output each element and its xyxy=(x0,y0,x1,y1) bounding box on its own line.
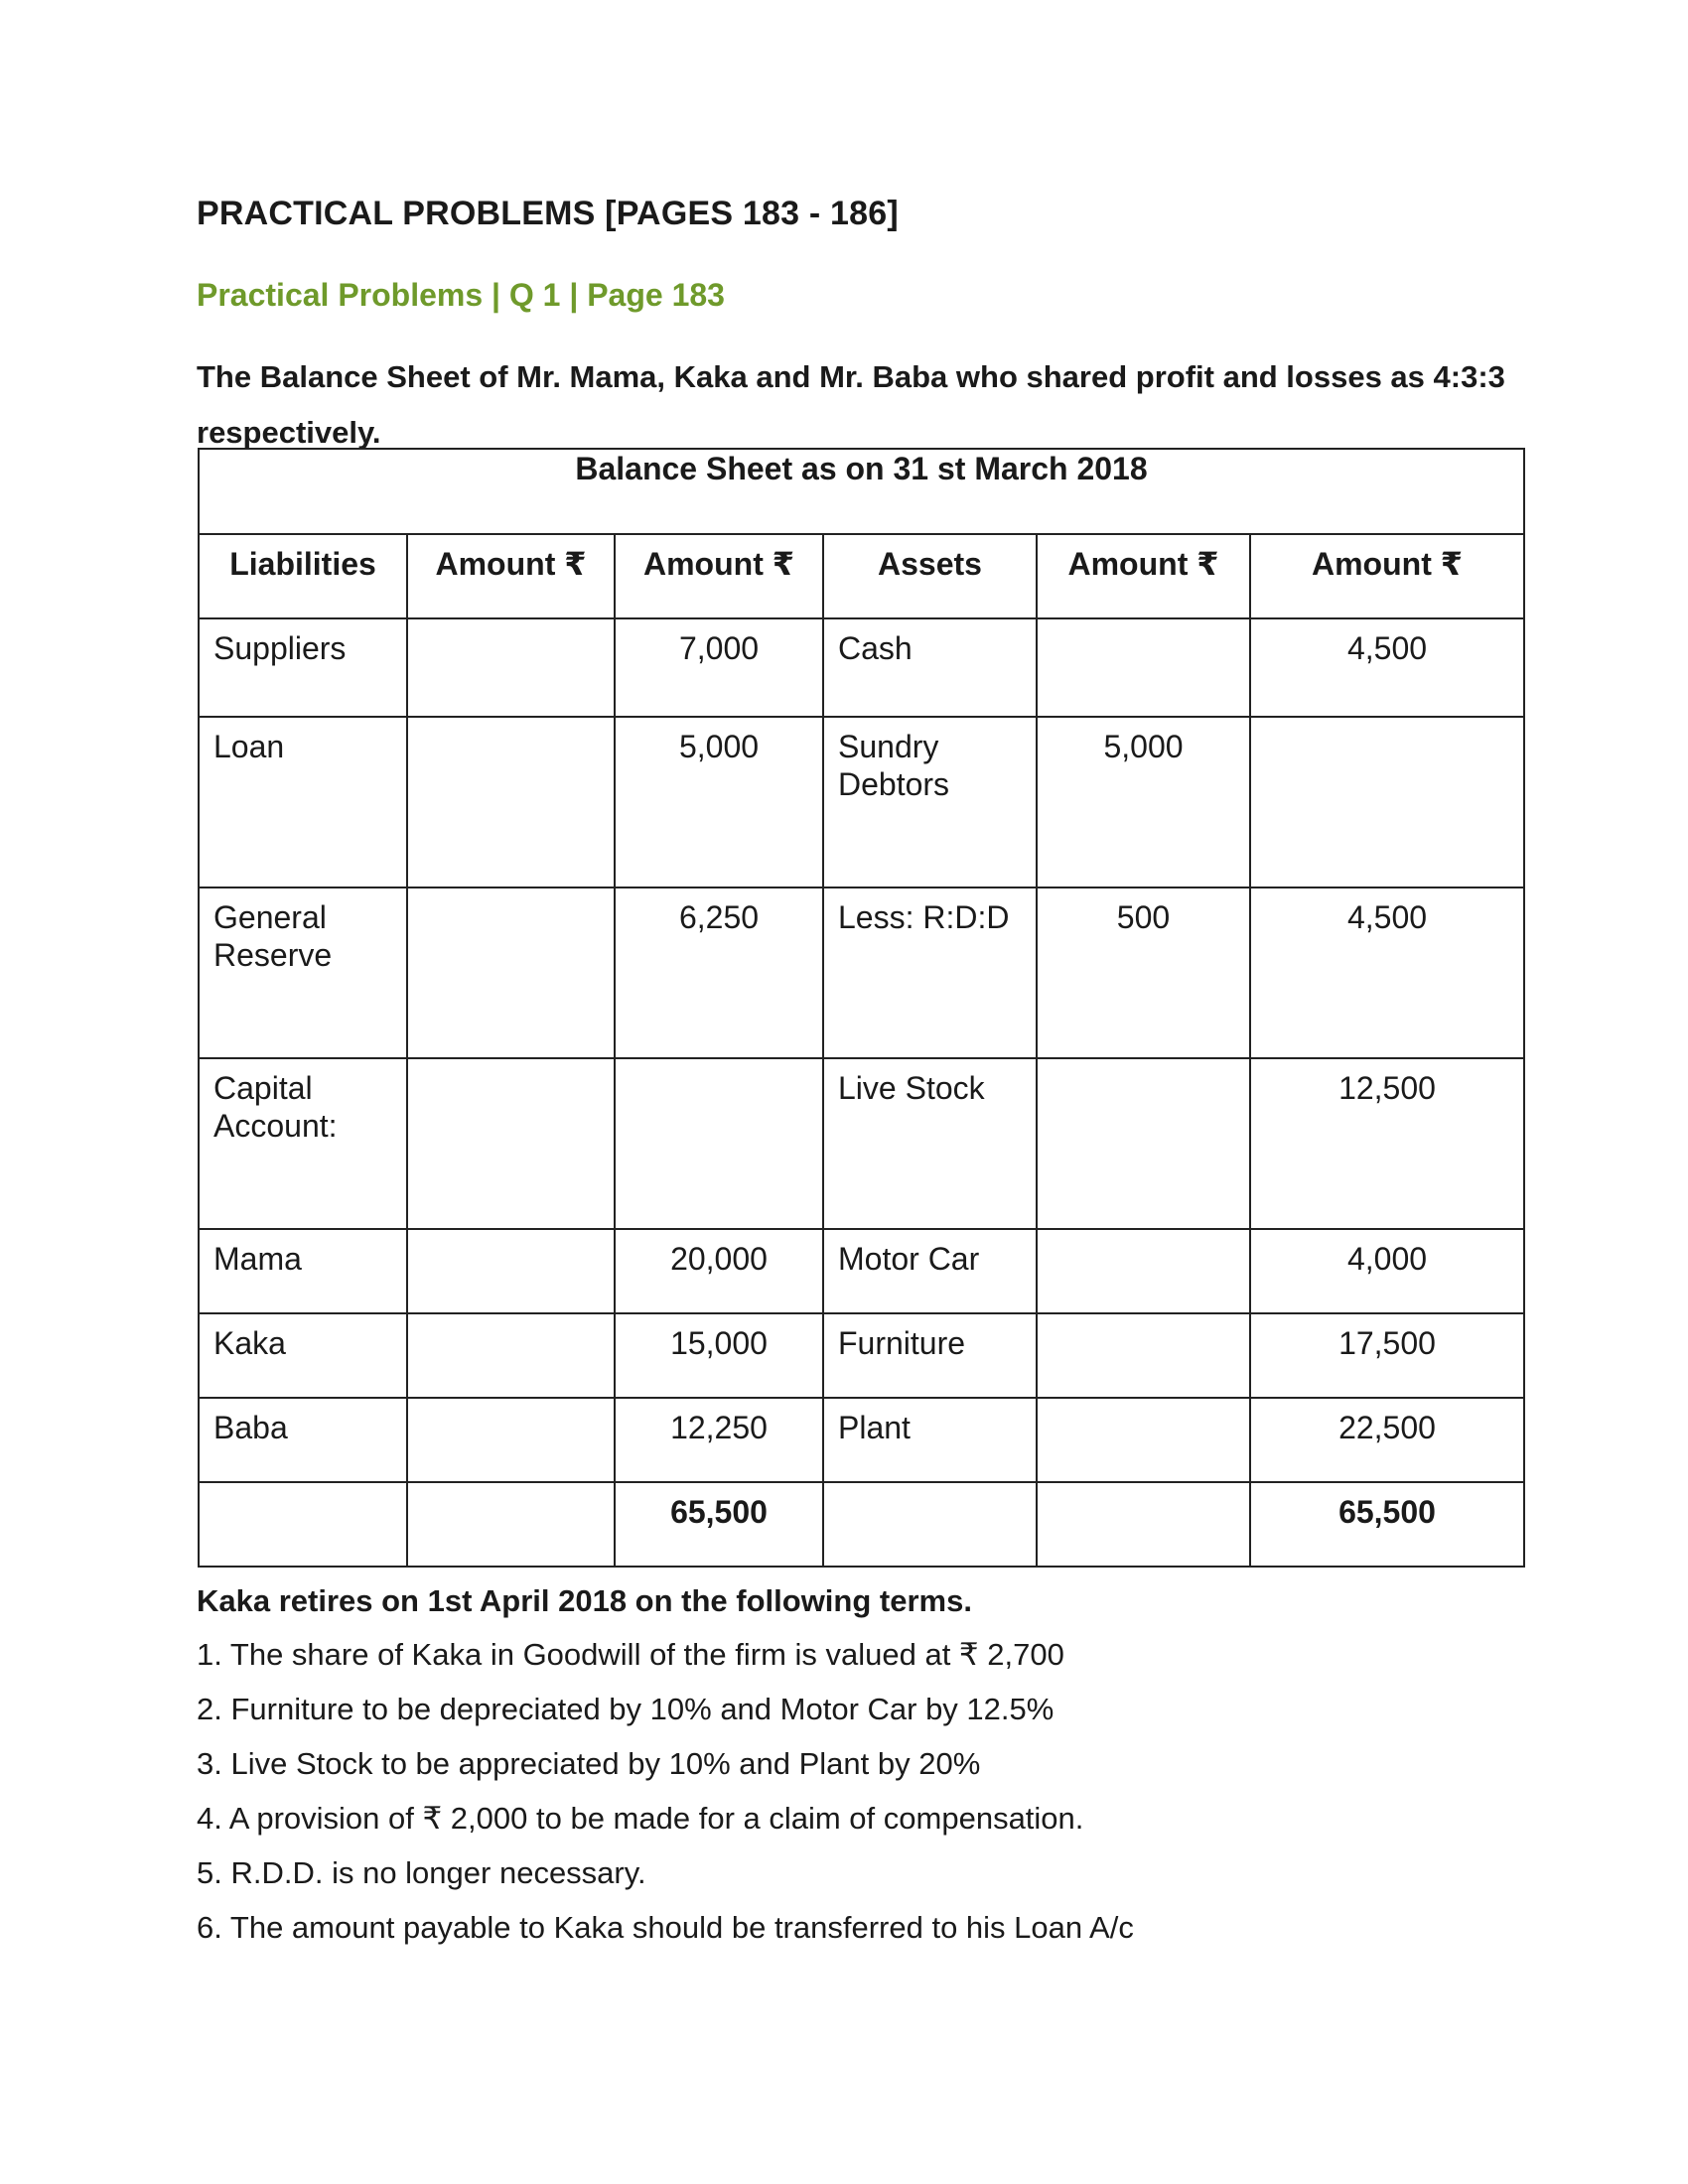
amount-cell: 15,000 xyxy=(615,1313,823,1398)
terms-heading: Kaka retires on 1st April 2018 on the following terms. xyxy=(197,1583,972,1618)
amount-cell xyxy=(1250,717,1524,887)
balance-sheet-table xyxy=(198,448,1525,1568)
header-liabilities: Liabilities xyxy=(199,534,407,618)
asset-cell: Live Stock xyxy=(823,1058,1037,1229)
liability-cell: General Reserve xyxy=(199,887,407,1058)
question-reference: Practical Problems | Q 1 | Page 183 xyxy=(197,277,725,313)
amount-cell xyxy=(407,1313,615,1398)
table-row xyxy=(199,1398,1524,1482)
amount-cell: 7,000 xyxy=(615,618,823,717)
amount-cell: 4,500 xyxy=(1250,618,1524,717)
problem-intro: The Balance Sheet of Mr. Mama, Kaka and Mr. Baba who shared profit and losses as 4:3:3 respectively. xyxy=(197,359,1505,450)
asset-cell: Plant xyxy=(823,1398,1037,1482)
asset-cell: Less: R:D:D xyxy=(823,887,1037,1058)
table-row xyxy=(199,1229,1524,1313)
amount-cell: 6,250 xyxy=(615,887,823,1058)
list-item: 4. A provision of ₹ 2,000 to be made for a claim of compensation. xyxy=(197,1801,1084,1836)
table-row xyxy=(199,717,1524,887)
header-amount: Amount ₹ xyxy=(1250,534,1524,618)
amount-cell xyxy=(1037,1058,1250,1229)
liability-cell: Suppliers xyxy=(199,618,407,717)
header-amount: Amount ₹ xyxy=(615,534,823,618)
page-heading: PRACTICAL PROBLEMS [PAGES 183 - 186] xyxy=(197,195,899,232)
assets-total: 65,500 xyxy=(1250,1482,1524,1567)
amount-cell xyxy=(1037,618,1250,717)
liability-cell: Mama xyxy=(199,1229,407,1313)
liability-cell xyxy=(199,1482,407,1567)
amount-cell xyxy=(615,1058,823,1229)
header-amount: Amount ₹ xyxy=(407,534,615,618)
amount-cell: 5,000 xyxy=(1037,717,1250,887)
table-row xyxy=(199,887,1524,1058)
table-header-row xyxy=(199,534,1524,618)
amount-cell xyxy=(407,1229,615,1313)
amount-cell: 4,500 xyxy=(1250,887,1524,1058)
header-assets: Assets xyxy=(823,534,1037,618)
amount-cell: 12,250 xyxy=(615,1398,823,1482)
amount-cell xyxy=(1037,1313,1250,1398)
terms-list xyxy=(197,1636,1134,1964)
liability-cell: Kaka xyxy=(199,1313,407,1398)
header-amount: Amount ₹ xyxy=(1037,534,1250,618)
asset-cell: Sundry Debtors xyxy=(823,717,1037,887)
amount-cell xyxy=(407,1398,615,1482)
amount-cell: 17,500 xyxy=(1250,1313,1524,1398)
amount-cell xyxy=(1037,1229,1250,1313)
list-item: 2. Furniture to be depreciated by 10% and Motor Car by 12.5% xyxy=(197,1692,1055,1726)
asset-cell: Cash xyxy=(823,618,1037,717)
liability-cell: Baba xyxy=(199,1398,407,1482)
amount-cell: 500 xyxy=(1037,887,1250,1058)
table-row xyxy=(199,1313,1524,1398)
list-item: 5. R.D.D. is no longer necessary. xyxy=(197,1855,646,1890)
liability-cell: Capital Account: xyxy=(199,1058,407,1229)
table-caption-row xyxy=(199,449,1524,534)
amount-cell: 22,500 xyxy=(1250,1398,1524,1482)
list-item: 6. The amount payable to Kaka should be transferred to his Loan A/c xyxy=(197,1910,1134,1945)
table-caption: Balance Sheet as on 31 st March 2018 xyxy=(199,449,1524,534)
asset-cell: Furniture xyxy=(823,1313,1037,1398)
amount-cell xyxy=(407,1482,615,1567)
liabilities-total: 65,500 xyxy=(615,1482,823,1567)
asset-cell xyxy=(823,1482,1037,1567)
amount-cell xyxy=(1037,1482,1250,1567)
amount-cell xyxy=(1037,1398,1250,1482)
liability-cell: Loan xyxy=(199,717,407,887)
total-row xyxy=(199,1482,1524,1567)
list-item: 1. The share of Kaka in Goodwill of the firm is valued at ₹ 2,700 xyxy=(197,1637,1064,1672)
amount-cell xyxy=(407,717,615,887)
table-row xyxy=(199,618,1524,717)
table-row xyxy=(199,1058,1524,1229)
amount-cell xyxy=(407,887,615,1058)
amount-cell: 20,000 xyxy=(615,1229,823,1313)
amount-cell xyxy=(407,1058,615,1229)
asset-cell: Motor Car xyxy=(823,1229,1037,1313)
amount-cell: 4,000 xyxy=(1250,1229,1524,1313)
list-item: 3. Live Stock to be appreciated by 10% and Plant by 20% xyxy=(197,1746,981,1781)
amount-cell: 12,500 xyxy=(1250,1058,1524,1229)
amount-cell: 5,000 xyxy=(615,717,823,887)
amount-cell xyxy=(407,618,615,717)
